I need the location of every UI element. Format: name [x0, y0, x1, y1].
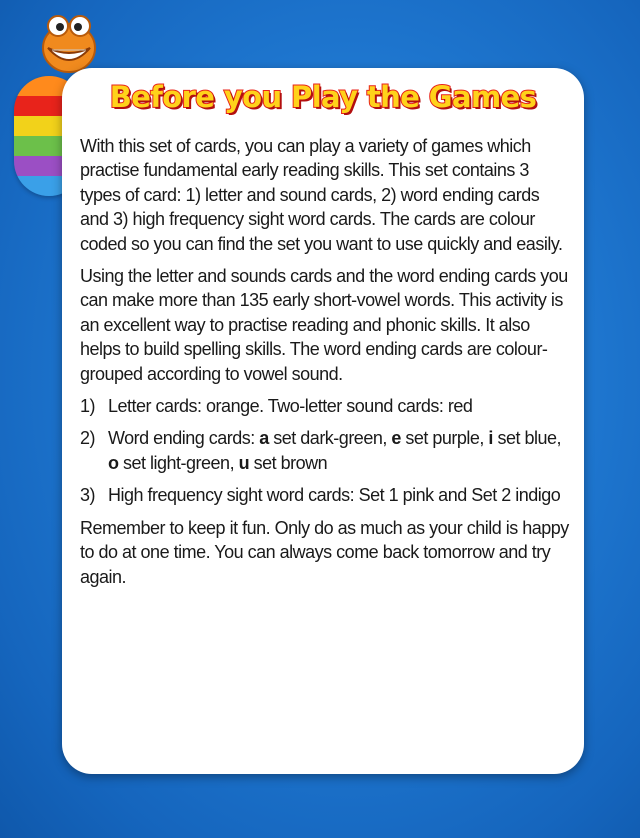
- card-body: [80, 134, 570, 597]
- vowel-u: u: [238, 452, 250, 473]
- vowel-o: o: [108, 452, 119, 473]
- list-number: 2): [80, 428, 96, 449]
- set-a-text: set dark-green,: [268, 428, 392, 449]
- list-number: 3): [80, 485, 96, 506]
- usage-paragraph: Using the letter and sounds cards and the word ending cards you can make more than 135 early short-vowel words. This activity is an excellent way to practise reading and phonic skills. It also helps to build spelling skills. The word ending cards are colour-grouped according to vowel sound.: [80, 266, 568, 384]
- list-text: High frequency sight word cards: Set 1 pink and Set 2 indigo: [108, 485, 561, 506]
- list-item-sight-word-cards: [80, 483, 570, 507]
- list-number: 1): [80, 396, 96, 417]
- closing-paragraph: Remember to keep it fun. Only do as much as your child is happy to do at one time. You can always come back tomorrow and try again.: [80, 517, 569, 587]
- vowel-e: e: [391, 428, 401, 449]
- list-item-letter-cards: [80, 394, 570, 418]
- instructions-card: [62, 68, 584, 774]
- list-text: Letter cards: orange. Two-letter sound cards: red: [108, 396, 473, 417]
- word-ending-lead: Word ending cards:: [108, 428, 260, 449]
- list-text: [108, 426, 570, 475]
- set-o-text: set light-green,: [118, 452, 239, 473]
- set-i-text: set blue,: [492, 428, 561, 449]
- vowel-a: a: [259, 428, 269, 449]
- set-e-text: set purple,: [400, 428, 489, 449]
- card-title: Before you Play the Games: [109, 80, 537, 114]
- list-item-word-ending-cards: [80, 426, 570, 475]
- set-u-text: set brown: [249, 452, 328, 473]
- title-banner: [62, 80, 584, 114]
- intro-paragraph: With this set of cards, you can play a variety of games which practise fundamental early reading skills. This set contains 3 types of card: 1) letter and sound cards, 2) word ending cards and 3) high frequency sight word cards. The cards are colour coded so you can find the set you want to use quickly and easily.: [80, 136, 563, 254]
- vowel-i: i: [488, 428, 493, 449]
